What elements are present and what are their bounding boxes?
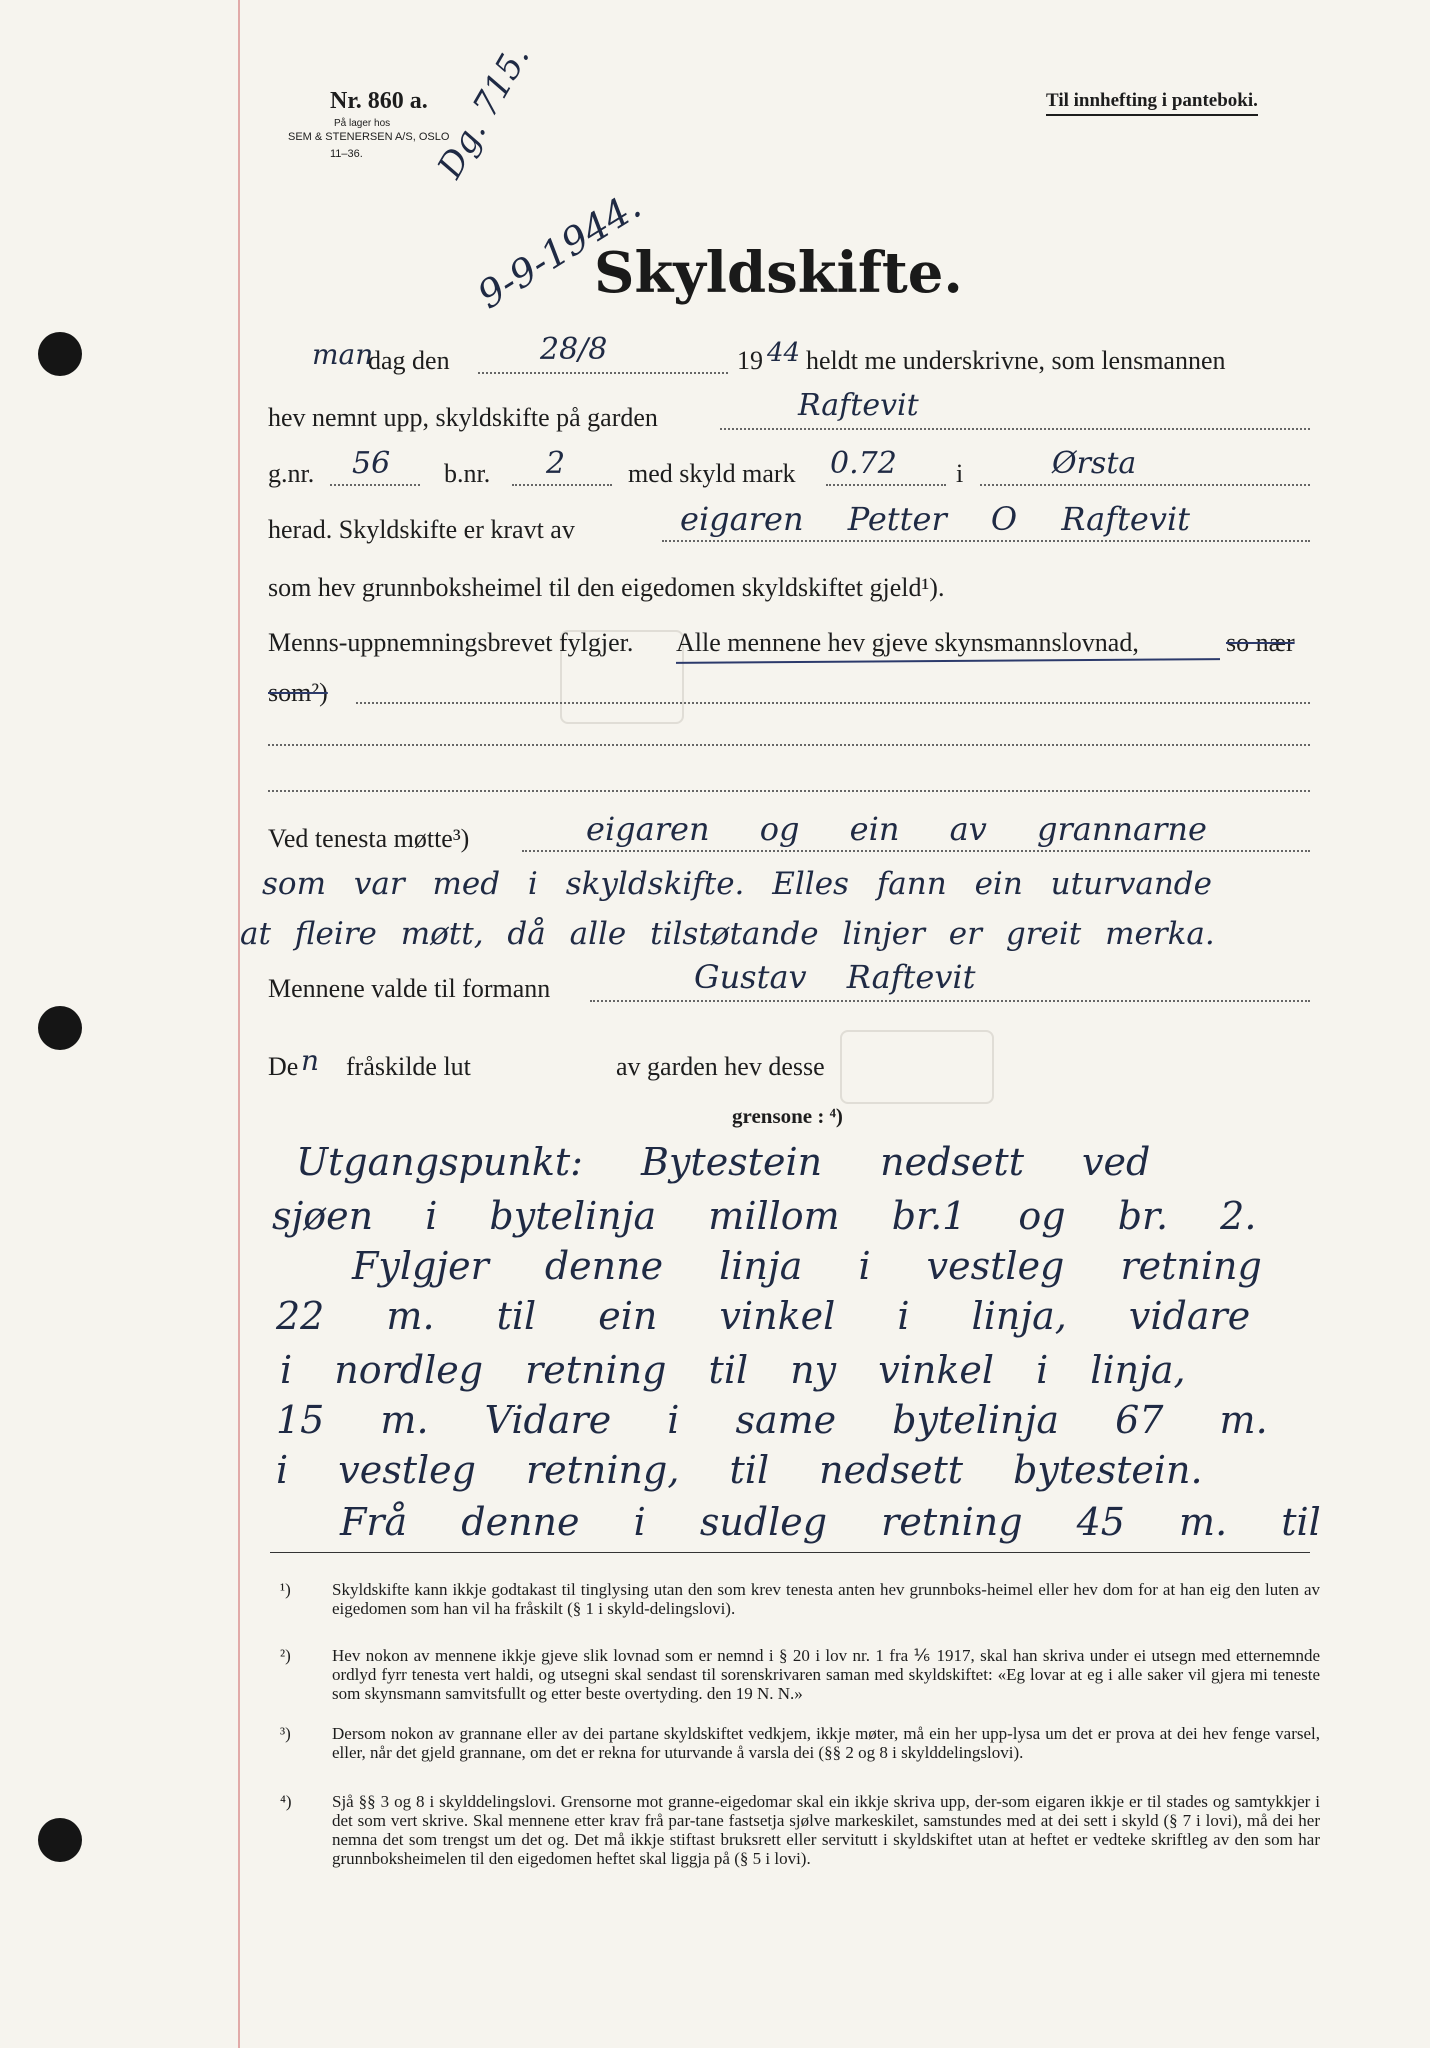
footnote-marker: ¹) <box>280 1580 291 1599</box>
row5-text: som hev grunnboksheimel til den eigedomen skyldskiftet gjeld¹). <box>268 573 945 602</box>
dotted-line <box>478 372 728 374</box>
attended-hand: eigaren og ein av grannarne <box>586 810 1207 848</box>
row10-a-hand: n <box>301 1044 320 1077</box>
boundary-line-2: sjøen i bytelinja millom br.1 og br. 2. <box>272 1194 1257 1238</box>
row2-text: hev nemnt upp, skyldskifte på garden <box>268 403 658 432</box>
day-hand: man <box>312 338 374 371</box>
dotted-line <box>522 850 1310 852</box>
boundary-line-8: Frå denne i sudleg retning 45 m. til <box>340 1500 1321 1544</box>
boundary-line-6: 15 m. Vidare i same bytelinja 67 m. <box>276 1398 1268 1442</box>
footnote-separator <box>270 1552 1310 1553</box>
farm-name-hand: Raftevit <box>798 388 919 423</box>
hand-line1: som var med i skyldskifte. Elles fann ein uturvande <box>262 866 1212 902</box>
skyld-hand: 0.72 <box>830 446 897 481</box>
faint-stamp <box>840 1030 994 1104</box>
handwritten-date: 9-9-1944. <box>470 183 649 318</box>
row1-tail: heldt me underskrivne, som lensmannen <box>806 346 1226 375</box>
row6-b: Alle mennene hev gjeve skynsmannslovnad, <box>676 628 1139 657</box>
margin-rule <box>238 0 240 2048</box>
row7-text: som²) <box>268 678 328 707</box>
boundary-line-1: Utgangspunkt: Bytestein nedsett ved <box>296 1140 1151 1184</box>
boundary-line-4: 22 m. til ein vinkel i linja, vidare <box>276 1294 1251 1338</box>
year-label: 19 <box>737 346 763 375</box>
day-label: dag den <box>368 346 450 375</box>
footnote-1 <box>280 1580 1320 1618</box>
publisher-date: 11–36. <box>330 148 363 160</box>
chairman-label: Mennene valde til formann <box>268 974 551 1003</box>
attended-label: Ved tenesta møtte³) <box>268 824 470 853</box>
boundary-line-7: i vestleg retning, til nedsett bytestein. <box>276 1448 1203 1492</box>
skyld-label: med skyld mark <box>628 459 796 488</box>
punch-hole-top <box>38 332 82 376</box>
dotted-line <box>330 484 420 486</box>
hand-line2: at fleire møtt, då alle tilstøtande linjer er greit merka. <box>240 916 1215 952</box>
bnr-hand: 2 <box>546 446 566 481</box>
boundary-line-5: i nordleg retning til ny vinkel i linja, <box>280 1348 1186 1392</box>
footnote-marker: ²) <box>280 1646 291 1665</box>
footnote-marker: ³) <box>280 1724 291 1743</box>
footnote-text: Dersom nokon av grannane eller av dei partane skyldskiftet vedkjem, ikkje møter, må ein her upp-lysa um det er prova at dei hev fenge varsel, eller, når det gjeld grannane, om det er rekna for uturvande å varsla dei (§§ 2 og 8 i skylddelingslovi). <box>332 1724 1320 1762</box>
footnote-2 <box>280 1646 1320 1703</box>
dotted-line <box>720 428 1310 430</box>
herad-hand: Ørsta <box>1052 446 1137 481</box>
grensone-heading: grensone : ⁴) <box>732 1104 843 1128</box>
bnr-label: b.nr. <box>444 459 491 488</box>
boundary-line-3: Fylgjer denne linja i vestleg retning <box>352 1244 1262 1288</box>
dotted-line <box>980 484 1310 486</box>
row10-b: fråskilde lut <box>346 1052 471 1081</box>
gnr-label: g.nr. <box>268 459 315 488</box>
gnr-hand: 56 <box>352 446 391 481</box>
dotted-line <box>268 790 1310 792</box>
i-label: i <box>956 459 964 488</box>
row6-a: Menns-uppnemningsbrevet fylgjer. <box>268 628 634 657</box>
chairman-hand: Gustav Raftevit <box>694 958 976 996</box>
footnote-text: Skyldskifte kann ikkje godtakast til tinglysing utan den som krev tenesta anten hev grunnboks-heimel eller hev dom for at han eig den luten av eigedomen som han vil ha fråskilt (§ 1 i skyld-delingslovi). <box>332 1580 1320 1618</box>
year-hand: 44 <box>767 338 801 368</box>
form-number: Nr. 860 a. <box>330 88 428 114</box>
registry-note: Til innhefting i panteboki. <box>1046 90 1258 116</box>
date-hand: 28/8 <box>540 332 608 367</box>
row6-c: so nær <box>1226 628 1295 657</box>
requester-hand: eigaren Petter O Raftevit <box>680 500 1191 538</box>
dotted-line <box>826 484 946 486</box>
dotted-line <box>268 744 1310 746</box>
pen-underline <box>676 658 1220 664</box>
dotted-line <box>662 540 1310 542</box>
publisher-line1: På lager hos <box>334 118 391 129</box>
dotted-line <box>512 484 612 486</box>
dotted-line <box>356 702 1310 704</box>
footnote-text: Hev nokon av mennene ikkje gjeve slik lovnad som er nemnd i § 20 i lov nr. 1 fra ⅙ 1917, skal han skriva under ei utsegn med etternemnde ordlyd fyrr tenesta vert haldi, og utsegni skal sendast til sorenskrivaren saman med skyldskiftet: «Eg lovar at eg i alle saker vil gjera mi teneste som skynsmann samvitsfullt og etter beste overtyding. den 19 N. N.» <box>332 1646 1320 1703</box>
row10-c: av garden hev desse <box>616 1052 825 1081</box>
punch-hole-middle <box>38 1006 82 1050</box>
punch-hole-bottom <box>38 1818 82 1862</box>
footnote-4 <box>280 1792 1320 1868</box>
footnote-3 <box>280 1724 1320 1762</box>
publisher-line2: SEM & STENERSEN A/S, OSLO <box>288 131 450 143</box>
row10-a: De <box>268 1052 299 1081</box>
dotted-line <box>590 1000 1310 1002</box>
footnote-text: Sjå §§ 3 og 8 i skylddelingslovi. Grensorne mot granne-eigedomar skal ein ikkje skriva upp, der-som eigaren ikkje er til stades og samtykkjer i det som vert skrive. Skal mennene etter krav frå par-tane fastsetja sjølve markeskilet, samstundes med at dei sett i skyld (§ 7 i lovi), må dei her nemna det som trengst um det og. Det må ikkje stiftast bruksrett eller servitutt i skyldskiftet utan at heftet er vedteke skriftleg av den som har grunnboksheimelen til den eigedomen heftet skal liggja på (§ 5 i lovi). <box>332 1792 1320 1868</box>
row4-text: herad. Skyldskifte er kravt av <box>268 515 575 544</box>
footnote-marker: ⁴) <box>280 1792 292 1811</box>
document-title: Skyldskifte. <box>594 240 963 306</box>
handwritten-ref: Dg. 715. <box>430 38 538 185</box>
